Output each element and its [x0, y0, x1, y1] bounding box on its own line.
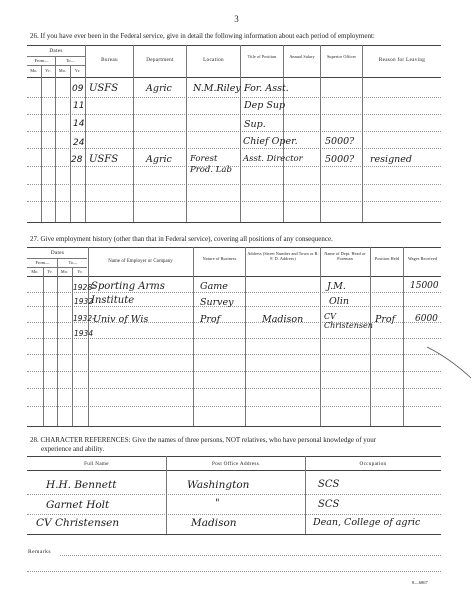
page-number: 3: [234, 14, 239, 24]
wages-received-header: Wages Received: [407, 256, 438, 261]
row-years: 1932-: [73, 314, 95, 323]
address-header: Address (Street Number and Town or R. F. D. Address): [247, 251, 319, 261]
row-employer: Institute: [91, 295, 135, 306]
reference-address: Washington: [187, 479, 250, 491]
reference-occupation: Dean, College of agric: [313, 517, 421, 528]
question-27-text: 27. Give employment history (other than that in Federal service), covering all positions of any consequence.: [30, 235, 333, 243]
row-business: Survey: [200, 297, 234, 308]
question-26-text: 26. If you have ever been in the Federal service, give in detail the following information about each period of employment:: [30, 32, 375, 40]
remarks-label: Remarks: [28, 549, 52, 555]
row-title: Asst. Director: [243, 154, 303, 164]
row-position: Prof: [375, 314, 396, 325]
row-department: Agric: [146, 83, 172, 94]
to-header: To—: [68, 260, 78, 265]
form-number: 8—6867: [412, 580, 428, 585]
row-wages: 6000: [415, 314, 438, 324]
from-yr-header: Yr.: [45, 68, 51, 73]
row-year: 28: [71, 155, 83, 165]
from-header: From—: [34, 58, 49, 63]
dates-header: Dates: [49, 48, 63, 54]
row-location: Forest Prod. Lab: [190, 154, 232, 175]
row-year: 11: [73, 101, 85, 111]
row-bureau: USFS: [89, 154, 119, 165]
dept-head-header: Name of Dept. Head or Foreman: [324, 251, 366, 261]
row-foreman: CV Christensen: [324, 312, 373, 330]
reference-address: ": [215, 498, 220, 509]
row-business: Prof: [200, 314, 221, 325]
location-header: Location: [203, 57, 224, 63]
row-title: Chief Oper.: [243, 136, 298, 147]
reference-name: H.H. Bennett: [46, 479, 117, 491]
from-mo-header: Mo.: [31, 269, 39, 274]
remarks-line: [60, 555, 441, 556]
reason-for-leaving-header: Reason for Leaving: [378, 57, 426, 63]
reference-occupation: SCS: [318, 499, 340, 510]
remarks-line: [27, 571, 441, 572]
occupation-header: Occupation: [359, 461, 387, 467]
row-business: Game: [200, 281, 228, 292]
employer-header: Name of Employer or Company: [108, 259, 173, 264]
reference-name: Garnet Holt: [46, 499, 110, 511]
from-header: From—: [35, 260, 50, 265]
row-title: Dep Sup: [244, 100, 286, 111]
row-wages: 15000: [410, 281, 439, 291]
to-mo-header: Mo.: [58, 68, 67, 73]
question-28-line2: experience and ability.: [41, 445, 105, 453]
to-yr-header: Yr.: [74, 68, 81, 73]
reference-address: Madison: [191, 517, 237, 529]
row-employer: Univ of Wis: [93, 314, 149, 325]
title-of-position-header: Title of Position: [247, 54, 277, 59]
from-mo-header: Mo.: [30, 68, 38, 73]
row-years: 1932: [74, 297, 94, 306]
to-yr-header: Yr.: [77, 269, 83, 274]
superior-officer-header: Superior Officer: [326, 54, 357, 59]
reference-name: CV Christensen: [36, 517, 120, 529]
row-foreman: J.M.: [327, 281, 346, 292]
row-bureau: USFS: [89, 83, 119, 94]
row-title: For. Asst.: [244, 83, 289, 94]
row-title: Sup.: [244, 119, 266, 130]
position-held-header: Position Held: [374, 256, 400, 261]
from-yr-header: Yr.: [47, 269, 53, 274]
to-header: To—: [66, 58, 75, 63]
row-years: 1928-: [73, 283, 95, 292]
row-year: 24: [73, 138, 85, 148]
nature-of-business-header: Nature of Business: [202, 256, 237, 261]
row-superior: 5000?: [325, 136, 355, 147]
to-mo-header: Mo.: [60, 269, 69, 274]
question-28-line1: 28. CHARACTER REFERENCES: Give the names of three persons, NOT relatives, who have personal knowledge of your: [30, 436, 377, 444]
row-location: N.M.Riley: [193, 83, 241, 94]
post-office-address-header: Post Office Address: [211, 461, 260, 467]
row-superior: 5000?: [325, 154, 355, 165]
row-department: Agric: [146, 154, 172, 165]
row-foreman: Olin: [329, 296, 349, 307]
row-year: 14: [73, 119, 85, 129]
annual-salary-header: Annual Salary: [289, 54, 315, 59]
row-years: 1934: [74, 329, 94, 338]
row-reason: resigned: [370, 154, 412, 165]
row-employer: Sporting Arms: [91, 281, 165, 292]
full-name-header: Full Name: [84, 461, 109, 467]
pen-stroke-mark: [425, 345, 473, 380]
row-address: Madison: [262, 314, 304, 325]
bureau-header: Bureau: [101, 57, 118, 63]
reference-occupation: SCS: [318, 479, 340, 490]
dates-header: Dates: [50, 250, 65, 256]
row-year: 09: [72, 84, 84, 94]
department-header: Department: [146, 57, 174, 63]
